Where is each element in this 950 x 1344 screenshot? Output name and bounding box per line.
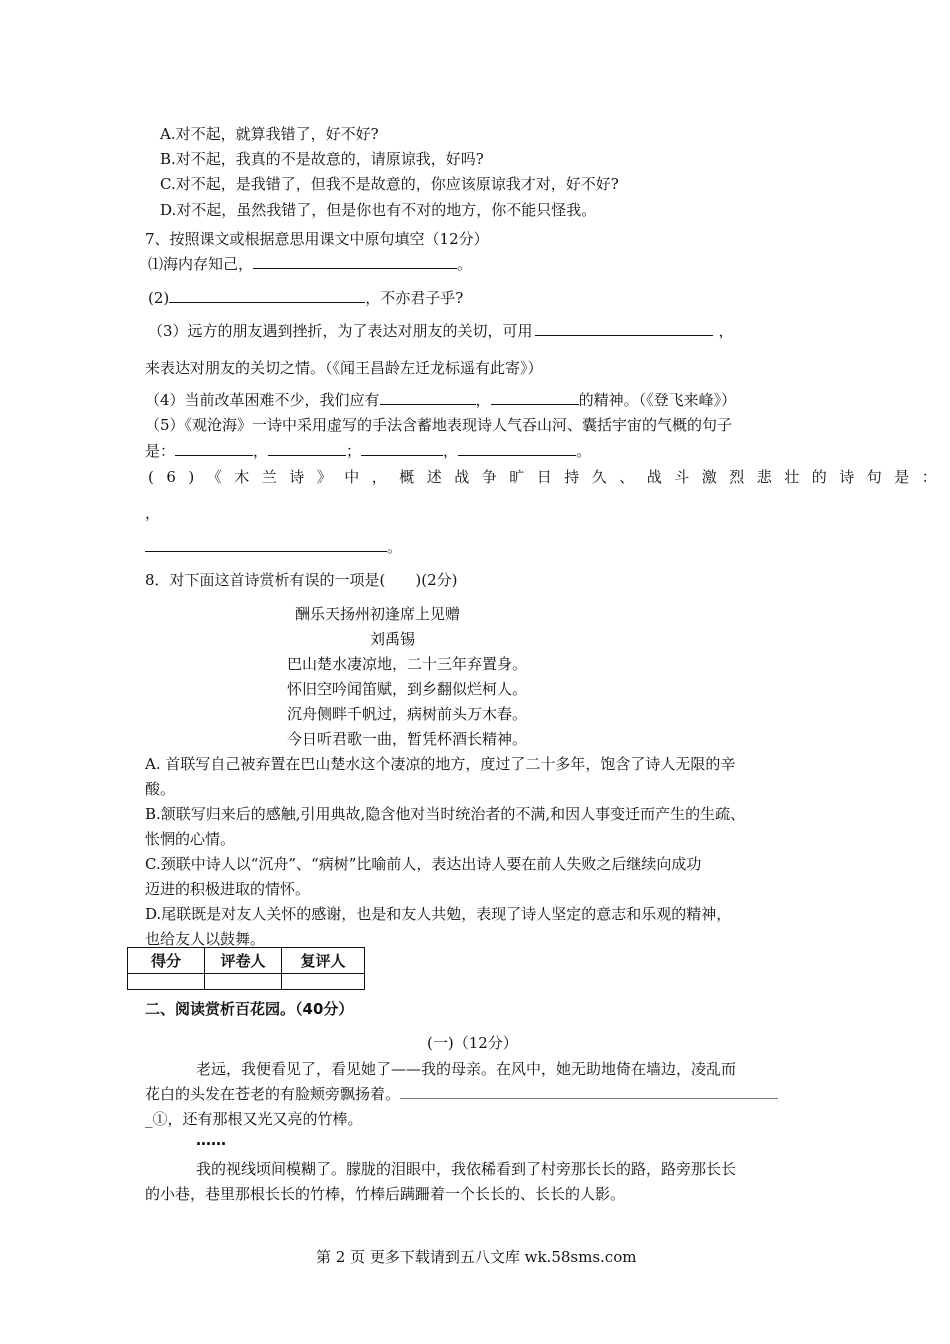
q7-blank-4b[interactable] [491,390,579,405]
q7-line-1-end: 。 [457,255,473,273]
q7-line-3 [148,320,734,341]
grader-cell[interactable] [205,974,282,990]
q8-option-a-l2: 酸。 [145,780,176,798]
q7-title: 7、按照课文或根据意思用课文中原句填空（12分） [145,230,489,248]
q7-line-2-text: ，不亦君子乎? [365,289,464,307]
q7-line-5-end: 。 [576,442,592,460]
q7-line-1-text: ⑴海内存知己， [148,255,254,273]
q7-line-5: （5）《观沧海》一诗中采用虚写的手法含蓄地表现诗人气吞山河、囊括宇宙的气概的句子 [145,416,733,434]
poem-title: 酬乐天扬州初逢席上见赠 [295,605,461,623]
q7-line-5-c2: ； [346,442,362,460]
poem-line-3: 沉舟侧畔千帆过，病树前头万木春。 [287,705,528,723]
q7-blank-5d[interactable] [458,441,576,456]
q7-line-5-c1: ， [253,442,269,460]
q7-blank-5c[interactable] [361,441,443,456]
ellipsis: …… [196,1131,226,1149]
q7-line-1 [148,253,472,274]
poem-line-4: 今日听君歌一曲，暂凭杯酒长精神。 [287,730,528,748]
q7-line-3-cont: 来表达对朋友的关切之情。（《闻王昌龄左迁龙标遥有此寄》） [145,359,543,377]
section-2-title: 二、阅读赏析百花园。（40分） [145,1000,354,1018]
q7-line-3-comma: ， [718,322,734,340]
q8-option-c-l2: 迈进的积极进取的情怀。 [145,880,311,898]
para-1-line-2 [145,1083,778,1104]
poem-author: 刘禹锡 [370,630,416,648]
q7-blank-6[interactable] [145,537,387,552]
q6-option-b: B.对不起，我真的不是故意的，请原谅我，好吗? [160,150,484,168]
q7-line-4-comma: ， [475,391,491,409]
q8-option-d-l2: 也给友人以鼓舞。 [145,930,266,948]
q7-line-5-cont [145,440,591,461]
poem-line-1: 巴山楚水凄凉地，二十三年弃置身。 [287,655,528,673]
para-1-line-3: _①，还有那根又光又亮的竹棒。 [145,1110,363,1128]
q7-line-5-c3: ， [443,442,459,460]
q7-blank-3[interactable] [535,321,713,336]
q7-line-4-end: 的精神。（《登飞来峰》） [578,391,737,409]
q7-blank-1[interactable] [253,254,457,269]
poem-line-2: 怀旧空吟闻笛赋，到乡翻似烂柯人。 [287,680,528,698]
q8-option-b-l1: B.颔联写归来后的感触,引用典故,隐含他对当时统治者的不满,和因人事变迁而产生的生疏、 [145,805,746,823]
q6-option-c: C.对不起，是我错了，但我不是故意的，你应该原谅我才对，好不好? [160,175,619,193]
q7-line-2-num: (2) [148,289,170,307]
q7-line-4 [145,389,736,410]
q7-blank-5a[interactable] [175,441,253,456]
q7-line-2 [148,287,463,308]
q7-line-6-end: 。 [387,538,403,556]
page-footer: 第 2 页 更多下载请到五八文库 wk.58sms.com [316,1248,637,1266]
q7-line-4-text: （4）当前改革困难不少，我们应有 [145,391,380,409]
grader-header: 评卷人 [205,948,282,974]
q7-blank-4a[interactable] [380,390,476,405]
q7-line-6: (6)《木兰诗》中，概述战争旷日持久、战斗激烈悲壮的诗句是： [148,468,950,486]
q7-blank-2[interactable] [169,288,365,303]
q8-option-a-l1: A. 首联写自己被弃置在巴山楚水这个凄凉的地方，度过了二十多年，饱含了诗人无限的辛 [145,755,736,773]
q7-line-6-comma: ， [145,504,161,522]
q8-option-c-l1: C.颈联中诗人以“沉舟”、“病树”比喻前人，表达出诗人要在前人失败之后继续向成功 [145,855,702,873]
q8-option-b-l2: 怅惘的心情。 [145,830,236,848]
q8-option-d-l1: D.尾联既是对友人关怀的感谢，也是和友人共勉，表现了诗人坚定的意志和乐观的精神， [145,905,732,923]
q7-line-3-text: （3）远方的朋友遇到挫折，为了表达对朋友的关切，可用 [148,322,533,340]
section-2-subtitle: (一)（12分） [427,1034,518,1052]
para-2-line-1: 我的视线顷间模糊了。朦胧的泪眼中，我依稀看到了村旁那长长的路，路旁那长长 [196,1160,737,1178]
para-1-blank[interactable] [400,1084,778,1099]
q6-option-d: D.对不起，虽然我错了，但是你也有不对的地方，你不能只怪我。 [160,201,597,219]
reviewer-header: 复评人 [282,948,365,974]
score-cell[interactable] [128,974,205,990]
score-table [127,947,365,990]
para-1-line-2-text: 花白的头发在苍老的有脸颊旁飘扬着。 [145,1085,401,1103]
q8-title: 8．对下面这首诗赏析有误的一项是( )(2分) [145,571,458,589]
q6-option-a: A.对不起，就算我错了，好不好? [160,125,379,143]
para-1-line-1: 老远，我便看见了，看见她了——我的母亲。在风中，她无助地倚在墙边，凌乱而 [196,1060,737,1078]
score-header: 得分 [128,948,205,974]
q7-line-6-cont [145,536,402,557]
q7-line-5-label: 是： [145,442,176,460]
q7-blank-5b[interactable] [268,441,346,456]
para-2-line-2: 的小巷，巷里那根长长的竹棒，竹棒后蹒跚着一个长长的、长长的人影。 [145,1185,626,1203]
reviewer-cell[interactable] [282,974,365,990]
